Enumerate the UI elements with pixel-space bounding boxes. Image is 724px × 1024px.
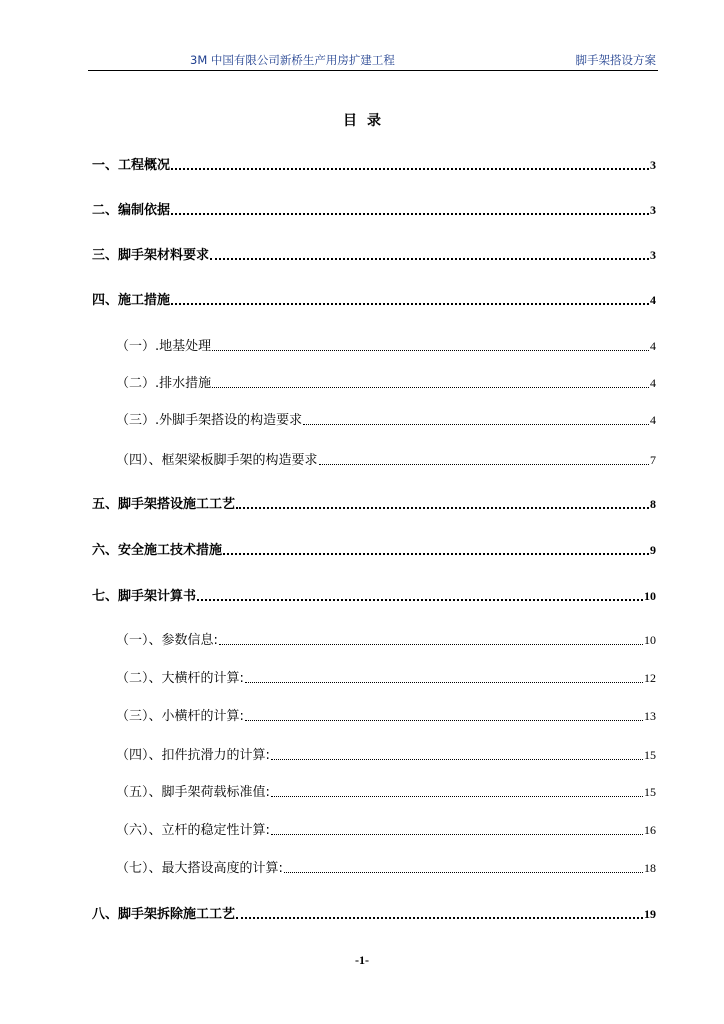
header-project-name: 3M 中国有限公司新桥生产用房扩建工程 (190, 53, 395, 67)
toc-entry-page: 3 (650, 248, 656, 262)
toc-entry[interactable] (92, 200, 656, 218)
toc-entry-label: （一）、参数信息: (116, 633, 218, 648)
toc-dot-leader (319, 464, 649, 465)
toc-entry[interactable] (116, 630, 656, 648)
toc-entry-page: 9 (650, 543, 656, 557)
toc-entry-label: 六、安全施工技术措施 (92, 543, 223, 558)
toc-dot-leader (197, 599, 643, 601)
toc-dot-leader (171, 303, 649, 305)
toc-entry-label: （五）、脚手架荷载标准值: (116, 785, 270, 800)
toc-entry-label: （四）、框架梁板脚手架的构造要求 (116, 453, 318, 468)
toc-entry-page: 10 (644, 589, 656, 603)
toc-entry-page: 13 (644, 709, 656, 723)
toc-dot-leader (236, 917, 643, 919)
toc-entry[interactable] (116, 745, 656, 763)
toc-entry[interactable] (116, 410, 656, 428)
toc-entry-label: 八、脚手架拆除施工工艺 (92, 907, 236, 922)
toc-entry-label: （四）、扣件抗滑力的计算: (116, 748, 270, 763)
toc-entry-label: （三）.外脚手架搭设的构造要求 (116, 413, 303, 428)
toc-dot-leader (212, 350, 649, 351)
toc-entry[interactable] (92, 904, 656, 922)
toc-entry-page: 19 (644, 907, 656, 921)
toc-entry-page: 3 (650, 158, 656, 172)
toc-entry-page: 4 (650, 376, 656, 390)
toc-entry[interactable] (116, 336, 656, 354)
toc-dot-leader (219, 644, 643, 645)
toc-entry-label: （二）、大横杆的计算: (116, 671, 244, 686)
toc-entry[interactable] (116, 450, 656, 468)
toc-entry[interactable] (92, 540, 656, 558)
toc-entry-page: 4 (650, 293, 656, 307)
toc-entry[interactable] (116, 782, 656, 800)
toc-dot-leader (284, 872, 643, 873)
toc-entry-label: 一、工程概况 (92, 158, 171, 173)
toc-entry[interactable] (116, 820, 656, 838)
toc-entry-page: 10 (644, 633, 656, 647)
toc-dot-leader (236, 507, 649, 509)
toc-dot-leader (171, 168, 649, 170)
toc-entry-label: （七）、最大搭设高度的计算: (116, 861, 283, 876)
toc-dot-leader (303, 424, 649, 425)
toc-entry-page: 3 (650, 203, 656, 217)
toc-entry-label: （二）.排水措施 (116, 376, 212, 391)
toc-entry[interactable] (92, 586, 656, 604)
toc-entry-label: （六）、立杆的稳定性计算: (116, 823, 270, 838)
toc-dot-leader (223, 553, 649, 555)
toc-entry-page: 7 (650, 453, 656, 467)
toc-entry-page: 18 (644, 861, 656, 875)
toc-entry-page: 16 (644, 823, 656, 837)
page-number: -1- (355, 953, 369, 967)
toc-dot-leader (271, 759, 643, 760)
toc-entry[interactable] (92, 245, 656, 263)
toc-dot-leader (210, 258, 649, 260)
toc-entry[interactable] (92, 155, 656, 173)
toc-entry-page: 4 (650, 339, 656, 353)
toc-dot-leader (271, 796, 643, 797)
toc-entry[interactable] (116, 706, 656, 724)
toc-entry[interactable] (116, 373, 656, 391)
toc-entry-page: 8 (650, 497, 656, 511)
toc-entry-label: 七、脚手架计算书 (92, 589, 197, 604)
header-document-name: 脚手架搭设方案 (575, 53, 656, 67)
toc-entry-page: 15 (644, 785, 656, 799)
toc-entry-label: （一）.地基处理 (116, 339, 212, 354)
toc-dot-leader (245, 682, 643, 683)
toc-entry-label: 五、脚手架搭设施工工艺 (92, 497, 236, 512)
toc-dot-leader (271, 834, 643, 835)
toc-entry[interactable] (92, 290, 656, 308)
toc-entry[interactable] (116, 668, 656, 686)
toc-entry-page: 12 (644, 671, 656, 685)
toc-title: 目录 (343, 113, 391, 129)
toc-entry-label: 三、脚手架材料要求 (92, 248, 210, 263)
toc-entry-page: 4 (650, 413, 656, 427)
toc-entry[interactable] (116, 858, 656, 876)
toc-entry-page: 15 (644, 748, 656, 762)
toc-entry-label: 二、编制依据 (92, 203, 171, 218)
toc-dot-leader (171, 213, 649, 215)
toc-entry-label: （三）、小横杆的计算: (116, 709, 244, 724)
toc-dot-leader (245, 720, 643, 721)
toc-entry[interactable] (92, 494, 656, 512)
toc-dot-leader (212, 387, 649, 388)
page-header (88, 52, 658, 71)
toc-entry-label: 四、施工措施 (92, 293, 171, 308)
